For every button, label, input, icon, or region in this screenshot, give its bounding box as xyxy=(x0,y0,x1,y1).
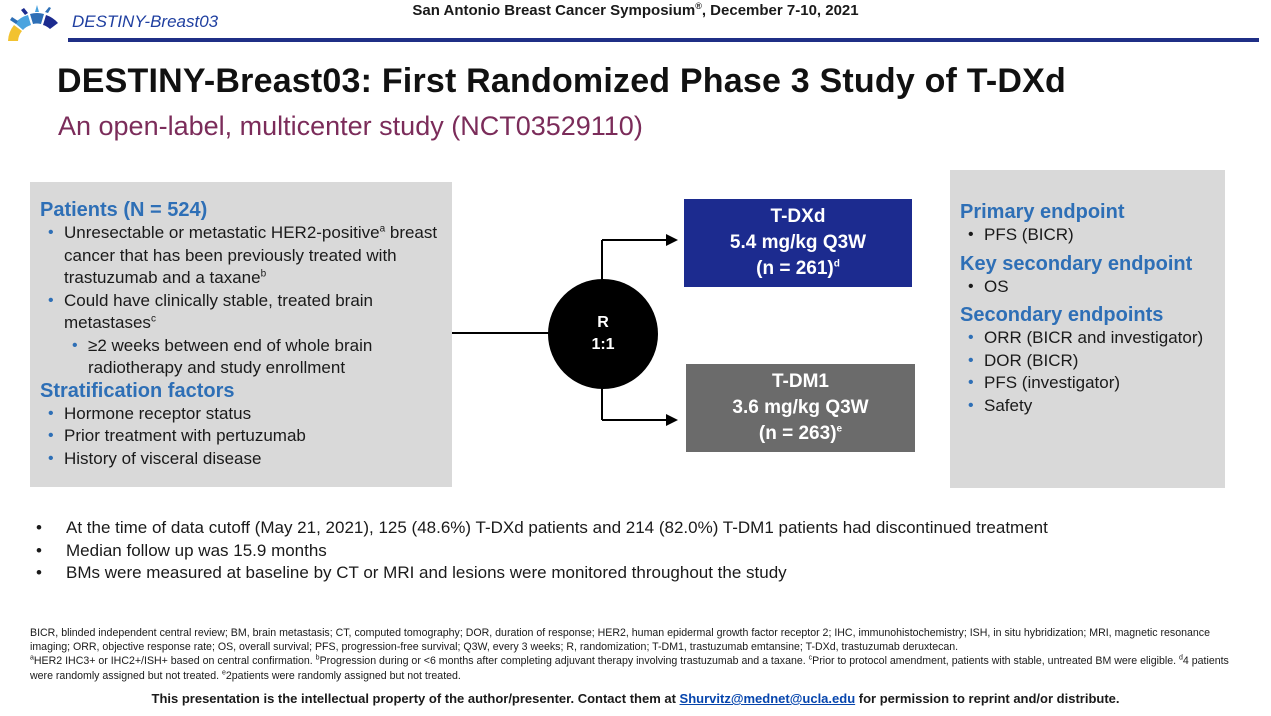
list-item: • Hormone receptor status xyxy=(40,403,445,426)
list-item: • ORR (BICR and investigator) xyxy=(960,327,1220,350)
list-item: • PFS (BICR) xyxy=(960,224,1220,247)
contact-email-link[interactable]: Shurvitz@mednet@ucla.edu xyxy=(679,691,856,706)
list-item: • BMs were measured at baseline by CT or MRI and lesions were monitored throughout the study xyxy=(36,562,1246,585)
tdm1-arm-box: T-DM1 3.6 mg/kg Q3W (n = 263)$^e$ xyxy=(686,364,915,452)
conference-name: San Antonio Breast Cancer Symposium®, December 7-10, 2021 xyxy=(412,1,859,19)
slide-title: DESTINY-Breast03: First Randomized Phase 3 Study of T-DXd xyxy=(57,62,1066,100)
list-item: • At the time of data cutoff (May 21, 2021), 125 (48.6%) T-DXd patients and 214 (82.0%) T-DM1 patients had discontinued treatment xyxy=(36,517,1246,540)
stratification-heading: Stratification factors xyxy=(40,379,235,402)
key-notes xyxy=(36,517,1246,585)
footnotes xyxy=(30,626,1245,683)
endpoints-content xyxy=(960,201,1220,417)
list-item: • Median follow up was 15.9 months xyxy=(36,540,1246,563)
footnote-letters: $^a$HER2 IHC3+ or IHC2+/ISH+ based on central confirmation. $^b$Progression during or <6 months after completing adjuvant therapy involving trastuzumab and a taxane. $^c$Prior to protocol amendment, patients with stable, untreated BM were eligible. $^d$4 patients were randomly assigned but not treated. $^e$2patients were randomly assigned but not treated. xyxy=(30,654,1229,682)
list-item: • History of visceral disease xyxy=(40,448,445,471)
arrowhead-tdxd xyxy=(666,234,678,246)
patients-heading: Patients (N = 524) xyxy=(40,199,208,221)
list-item: • DOR (BICR) xyxy=(960,350,1220,373)
arrowhead-tdm1 xyxy=(666,414,678,426)
list-item: • Prior treatment with pertuzumab xyxy=(40,425,445,448)
list-item: • Safety xyxy=(960,395,1220,418)
legal-notice: This presentation is the intellectual property of the author/presenter. Contact them at Shurvitz@mednet@ucla.edu for permission to reprint and/or distribute. xyxy=(151,691,1120,706)
tdxd-arm-box: T-DXd 5.4 mg/kg Q3W (n = 261)$^d$ xyxy=(684,199,912,287)
randomization-node: R 1:1 xyxy=(548,279,658,389)
patients-list xyxy=(40,222,445,380)
abbreviations: BICR, blinded independent central review; BM, brain metastasis; CT, computed tomography; DOR, duration of response; HER2, human epidermal growth factor receptor 2; IHC, immunohistochemistry; ISH, in situ hybridization; MRI, magnetic resonance imaging; ORR, objective response rate; OS, overall survival; PFS, progression-free survival; Q3W, every 3 weeks; R, randomization; T-DM1, trastuzumab emtansine; T-DXd, trastuzumab deruxtecan. xyxy=(30,627,1210,654)
secondary-endpoints-heading: Secondary endpoints xyxy=(960,304,1164,326)
patients-content xyxy=(40,199,445,470)
slide-subtitle: An open-label, multicenter study (NCT03529110) xyxy=(58,111,643,141)
stratification-list xyxy=(40,403,445,471)
list-item: • PFS (investigator) xyxy=(960,372,1220,395)
list-item: • ≥2 weeks between end of whole brain radiotherapy and study enrollment xyxy=(40,335,445,380)
key-secondary-heading: Key secondary endpoint xyxy=(960,252,1193,275)
primary-endpoint-heading: Primary endpoint xyxy=(960,201,1125,223)
list-item: • Could have clinically stable, treated brain metastases$^c$ xyxy=(40,290,445,335)
brand-name: DESTINY-Breast03 xyxy=(72,12,219,31)
list-item: • Unresectable or metastatic HER2-positive$^a$ breast cancer that has been previously treated with trastuzumab and a taxane$^b$ xyxy=(40,222,445,290)
list-item: • OS xyxy=(960,276,1220,299)
